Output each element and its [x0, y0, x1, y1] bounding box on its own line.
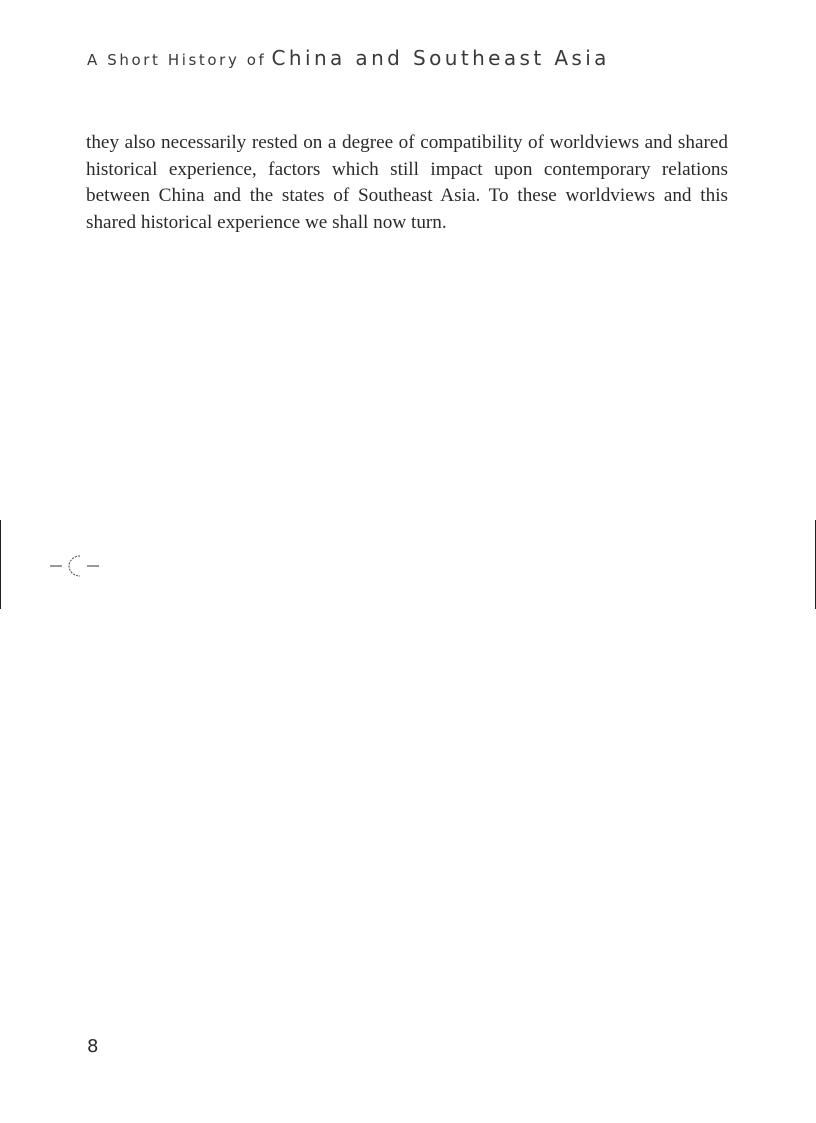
- body-paragraph: they also necessarily rested on a degree of compatibility of worldviews and shared historical experience, factors which still impact upon contemporary relations between China and the states of Southeast Asia. To these worldviews and this shared historical experience we shall now turn.: [86, 132, 728, 233]
- running-head-title: China and Southeast Asia: [271, 46, 610, 70]
- registration-mark-icon: [48, 553, 102, 581]
- crop-mark-left: [0, 520, 1, 609]
- running-head: [87, 46, 610, 70]
- running-head-prefix: A Short History of: [87, 51, 267, 69]
- page-number: 8: [87, 1036, 99, 1057]
